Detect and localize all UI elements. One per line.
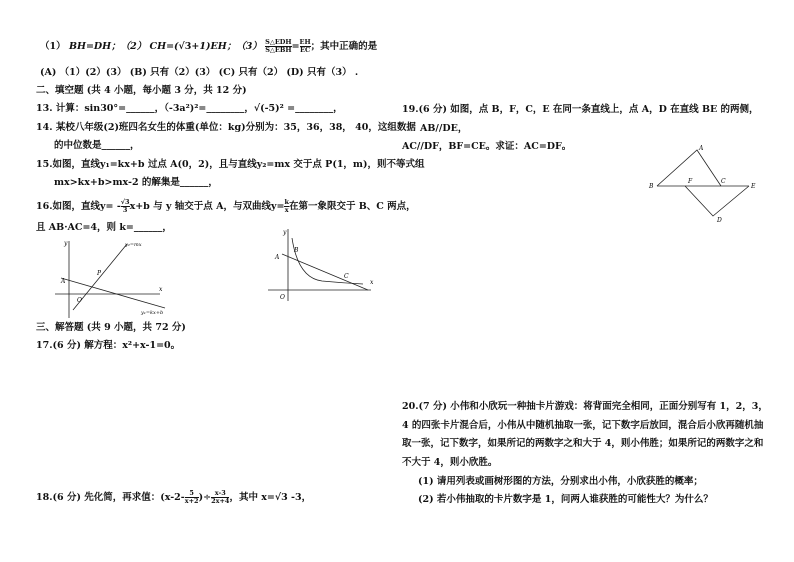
label-o: O: [280, 294, 285, 301]
question-14-cont: 的中位数是______，: [54, 140, 140, 151]
question-19-line2: AB//DE，: [420, 123, 468, 134]
fraction: $\frac{x-3}{2x+4}$: [211, 489, 230, 505]
question-20-line3: 取一张，记下数字，如果所记的两数字之和大于 4，则小伟胜；如果所记的两数字之和: [402, 438, 764, 449]
section-2-heading: 二、填空题 (共 4 小题，每小题 3 分，共 12 分): [36, 85, 247, 96]
label-b: B: [649, 183, 654, 190]
question-20-part1: (1) 请用列表或画树形图的方法，分别求出小伟，小欣获胜的概率；: [418, 476, 703, 487]
label-y2: y₂=mx: [125, 242, 142, 248]
hyperbola: [292, 238, 363, 284]
label-y1: y₁=kx+b: [141, 310, 164, 316]
fraction: $\frac{k}{x}$: [284, 198, 289, 214]
figure-q16: [268, 226, 378, 306]
question-20-line2: 4 的四张卡片混合后，小伟从中随机抽取一张，记下数字后放回，混合后小欣再随机抽: [402, 420, 764, 431]
text: CH=(: [149, 41, 179, 52]
label-x: x: [159, 286, 163, 293]
text: )÷: [198, 492, 212, 503]
text: 16.如图，直线y= -: [36, 201, 121, 212]
fraction: $\frac{EH}{EC}$: [299, 38, 311, 54]
question-19-line3: AC//DF，BF=CE。求证：AC=DF。: [402, 141, 572, 152]
question-20-line4: 不大于 4，则小欣胜。: [402, 457, 498, 468]
text: √3: [178, 41, 192, 52]
text: x+b 与 y 轴交于点 A，与双曲线y=: [129, 201, 285, 212]
label-d: D: [717, 217, 722, 224]
label-y: y: [283, 229, 287, 236]
text: 18.(6 分) 先化简，再求值：(x-2-: [36, 492, 185, 503]
text: +1)EH；（3）: [191, 41, 262, 52]
question-20-part2: (2) 若小伟抽取的卡片数字是 1，问两人谁获胜的可能性大？为什么？: [418, 494, 713, 505]
label-e: E: [751, 183, 756, 190]
text: ；其中正确的是: [310, 41, 378, 52]
label-f: F: [688, 178, 693, 185]
question-19: 19.(6 分) 如图，点 B，F，C，E 在同一条直线上，点 A，D 在直线 BE 的两侧，: [402, 104, 759, 115]
question-17: 17.(6 分) 解方程：x²+x-1=0。: [36, 340, 181, 351]
text: 在第一象限交于 B、C 两点，: [288, 201, 416, 212]
label-y: y: [64, 240, 68, 247]
fraction: $\frac{√3}{3}$: [120, 198, 130, 214]
fraction: $\frac{5}{x+2}$: [184, 489, 199, 505]
label-b: B: [294, 247, 299, 254]
question-18: [36, 490, 311, 505]
question-13: 13. 计算：sin30°=______，（-3a²)²=________，√(-5)² =________，: [36, 103, 343, 114]
label-x: x: [370, 279, 374, 286]
label-a: A: [61, 278, 66, 285]
question-20: 20.(7 分) 小伟和小欣玩一种抽卡片游戏：将背面完全相同，正面分别写有 1，2，3，: [402, 401, 768, 412]
label-c: C: [344, 273, 349, 280]
question-16: [36, 199, 416, 214]
question-14: 14. 某校八年级(2)班四名女生的体重(单位：kg)分别为：35，36，38， 40，这组数据: [36, 122, 416, 133]
question-15: 15.如图，直线y₁=kx+b 过点 A(0，2)，且与直线y₂=mx 交于点 P(1，m)，则不等式组: [36, 159, 425, 170]
text: ，其中 x=√3 -3，: [229, 492, 312, 503]
question-16-cont: 且 AB·AC=4，则 k=______，: [36, 222, 172, 233]
line: [282, 254, 368, 290]
label-o: O: [77, 297, 82, 304]
label-c: C: [721, 178, 726, 185]
figure-q19: [645, 142, 765, 222]
fraction: $\frac{\text{S△EDH}}{\text{S△EBH}}$: [265, 38, 292, 54]
label-p: P: [97, 270, 102, 277]
statement-line: （1） BH=DH；（2） CH=(√3+1)EH；（3） $\frac{\text{S△EDH}}{\text{S△EBH}}$ = $\frac{EH}{EC}$ ；其中正确的是: [40, 38, 378, 54]
section-3-heading: 三、解答题 (共 9 小题，共 72 分): [36, 322, 186, 333]
triangle-dfe: [685, 186, 749, 216]
figure-q15: [55, 238, 175, 318]
label-a: A: [275, 254, 280, 261]
text: （1）: [40, 41, 66, 52]
answer-options: (A) （1）(2）(3） (B) 只有（2）(3） (C) 只有（2） (D) 只有（3） .: [40, 67, 359, 78]
label-a: A: [699, 145, 704, 152]
question-15-cont: mx>kx+b>mx-2 的解集是______，: [54, 177, 218, 188]
text: BH=DH；（2）: [68, 41, 147, 52]
